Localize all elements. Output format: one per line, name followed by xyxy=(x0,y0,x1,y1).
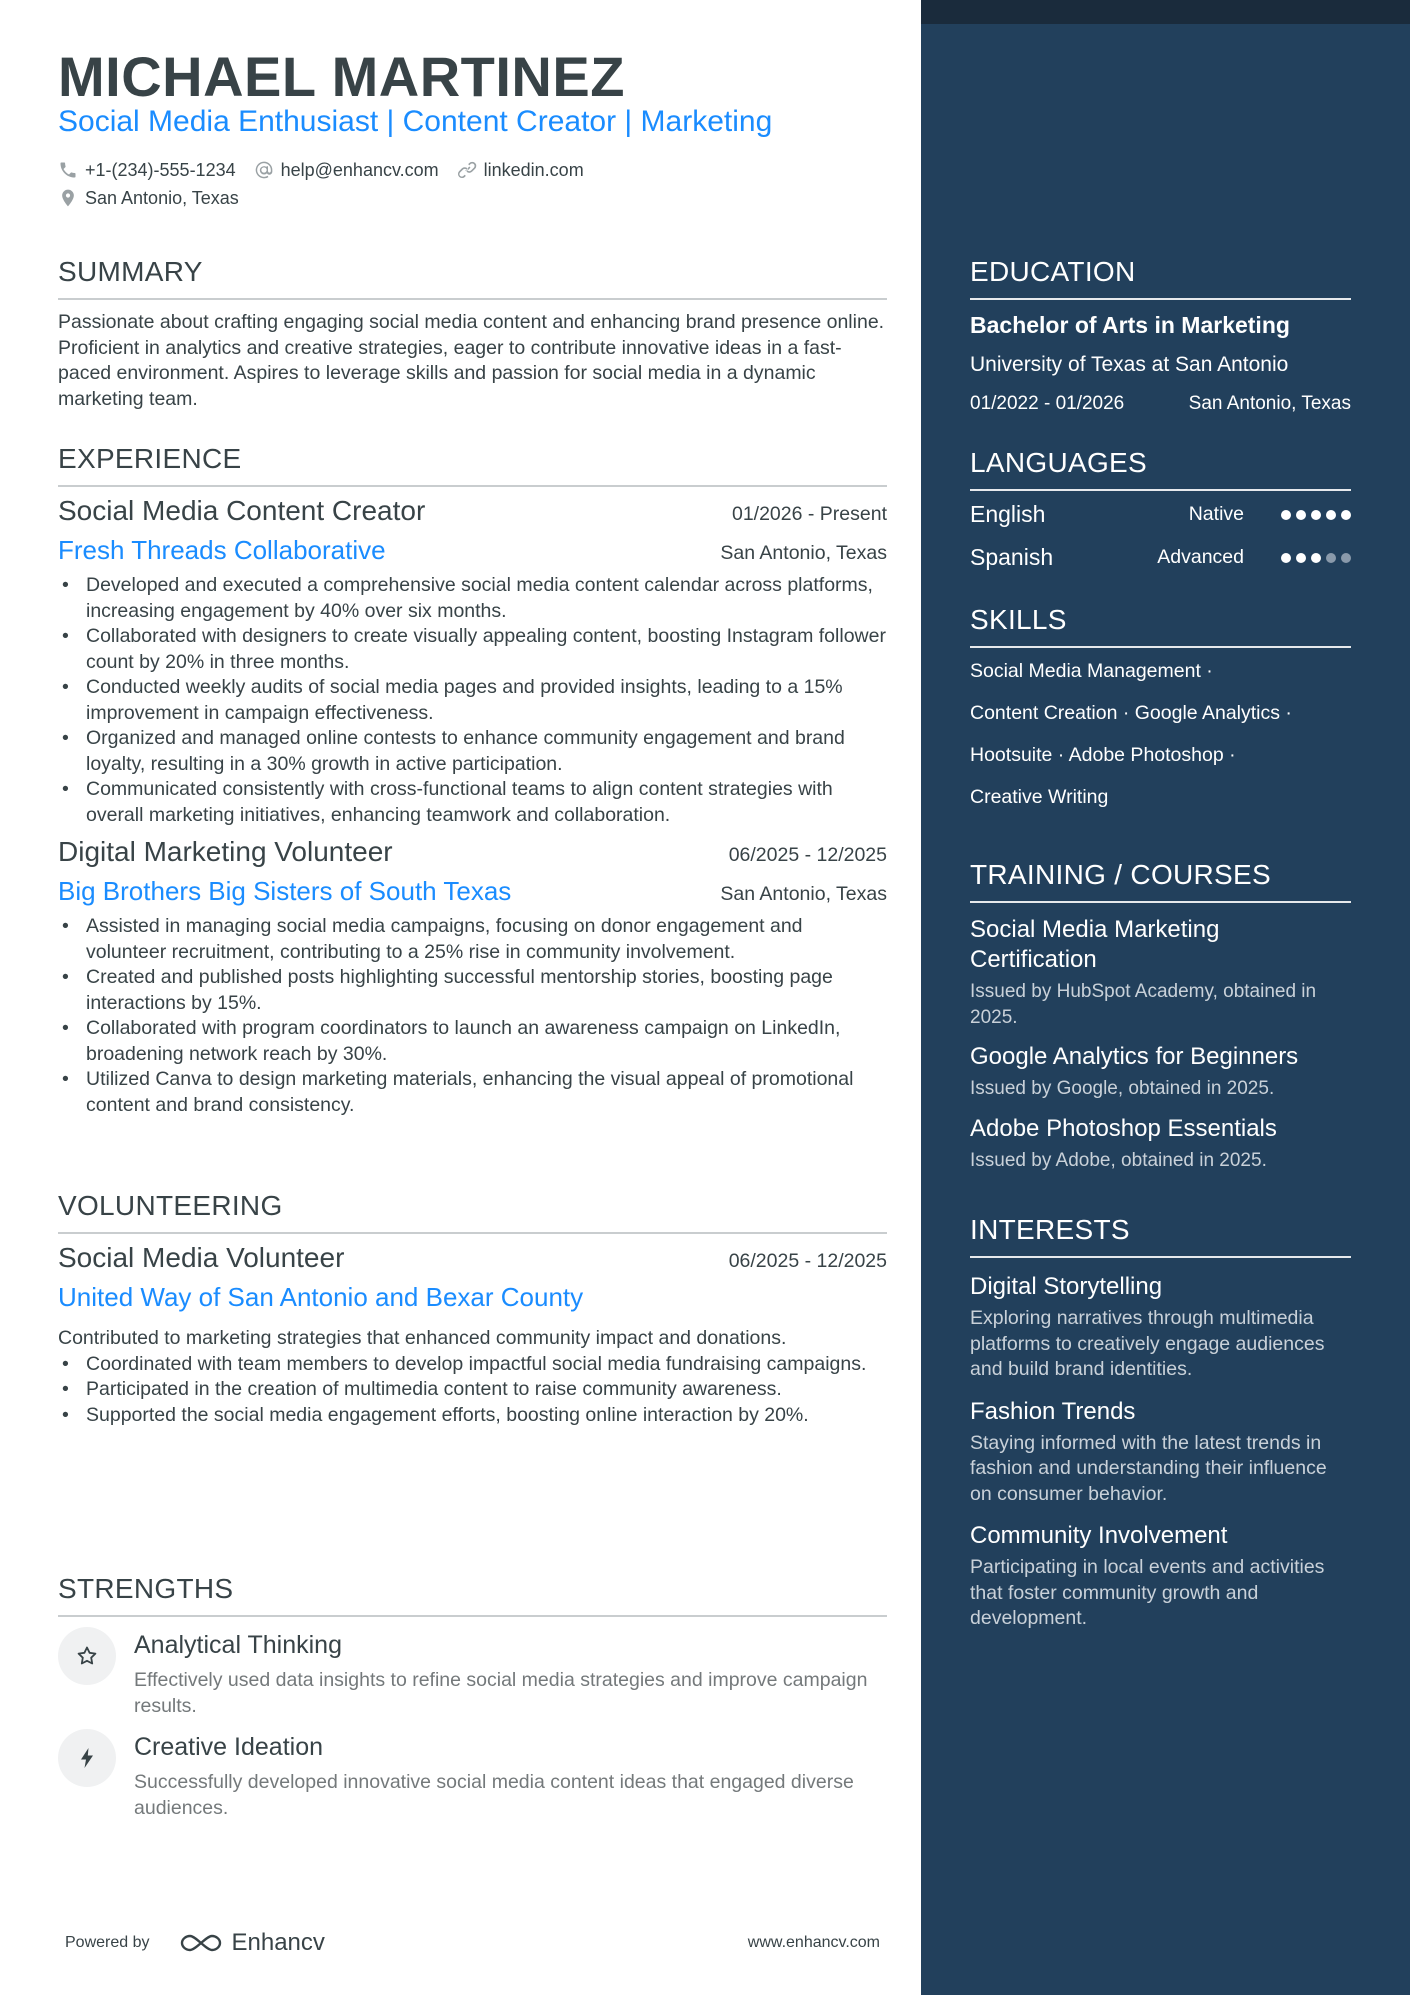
star-icon xyxy=(58,1627,116,1685)
language-level: Advanced xyxy=(1157,546,1244,568)
phone-icon xyxy=(58,160,78,180)
sidebar-top-bar xyxy=(921,0,1410,24)
bullet-item: • Collaborated with designers to create visually appealing content, boosting Instagram follower count by 20% in three months. xyxy=(58,624,887,675)
interest-title: Community Involvement xyxy=(970,1522,1228,1549)
course-item xyxy=(970,915,1351,1030)
strength-item xyxy=(58,1729,887,1821)
job-company[interactable]: Big Brothers Big Sisters of South Texas xyxy=(58,876,512,906)
languages-section xyxy=(970,447,1351,579)
interest-item xyxy=(970,1521,1351,1632)
skill-line: Content Creation · Google Analytics · xyxy=(970,702,1292,724)
language-rating xyxy=(1276,510,1351,520)
strengths-title: STRENGTHS xyxy=(58,1573,887,1617)
training-section xyxy=(970,859,1351,1173)
volunteer-entry xyxy=(58,1242,887,1428)
education-dates: 01/2022 - 01/2026 xyxy=(970,393,1125,414)
phone-text: +1-(234)-555-1234 xyxy=(85,159,236,180)
bullet-item: • Created and published posts highlighting successful mentorship stories, boosting page interactions by 15%. xyxy=(58,965,887,1016)
interest-item xyxy=(970,1397,1351,1508)
link-icon xyxy=(457,160,477,180)
course-desc: Issued by Google, obtained in 2025. xyxy=(970,1078,1275,1099)
job-location: San Antonio, Texas xyxy=(720,542,887,564)
language-name: English xyxy=(970,501,1046,527)
interest-desc: Staying informed with the latest trends in fashion and understanding their influence on consumer behavior. xyxy=(970,1431,1327,1505)
interest-desc: Exploring narratives through multimedia platforms to creatively engage audiences and build brand identities. xyxy=(970,1307,1325,1380)
job-location: San Antonio, Texas xyxy=(720,883,887,905)
summary-text: Passionate about crafting engaging social media content and enhancing brand presence online. Proficient in analytics and creative strategies, eager to contribute innovative ideas in a fast-paced environment. Aspires to leverage skills and passion for social media in a dynamic marketing team. xyxy=(58,311,885,410)
education-location: San Antonio, Texas xyxy=(1188,393,1351,414)
course-item xyxy=(970,1042,1351,1102)
bullet-item: • Supported the social media engagement efforts, boosting online interaction by 20%. xyxy=(58,1403,887,1429)
job-title: Social Media Content Creator xyxy=(58,495,426,526)
bullet-item: • Organized and managed online contests to enhance community engagement and brand loyalty, resulting in a 30% growth in active participation. xyxy=(58,726,887,777)
interest-title: Digital Storytelling xyxy=(970,1273,1163,1300)
location-pin-icon xyxy=(58,188,78,208)
bullet-item: • Participated in the creation of multimedia content to raise community awareness. xyxy=(58,1377,887,1403)
strength-desc: Successfully developed innovative social media content ideas that engaged diverse audiences. xyxy=(134,1771,854,1819)
strengths-section xyxy=(58,1573,887,1821)
bullet-item: • Developed and executed a comprehensive social media content calendar across platforms, increasing engagement by 40% over six months. xyxy=(58,573,887,624)
location-text: San Antonio, Texas xyxy=(85,187,239,208)
language-rating xyxy=(1276,553,1351,563)
strength-item xyxy=(58,1627,887,1719)
education-section xyxy=(970,256,1351,415)
rating-dot-filled xyxy=(1326,510,1336,520)
interest-desc: Participating in local events and activities that foster community growth and development. xyxy=(970,1556,1325,1629)
language-name: Spanish xyxy=(970,544,1054,570)
strength-title: Creative Ideation xyxy=(134,1733,324,1761)
linkedin-text: linkedin.com xyxy=(483,159,584,180)
training-title: TRAINING / COURSES xyxy=(970,859,1351,903)
experience-section xyxy=(58,443,887,1118)
job-date: 06/2025 - 12/2025 xyxy=(728,844,887,866)
language-item xyxy=(970,536,1351,579)
course-desc: Issued by Adobe, obtained in 2025. xyxy=(970,1149,1267,1171)
rating-dot-filled xyxy=(1296,510,1306,520)
rating-dot-empty xyxy=(1326,553,1336,563)
bullet-item: • Collaborated with program coordinators to launch an awareness campaign on LinkedIn, broadening network reach by 30%. xyxy=(58,1016,887,1067)
course-title: Google Analytics for Beginners xyxy=(970,1043,1299,1070)
brand-name: Enhancv xyxy=(231,1929,325,1956)
volunteer-role: Social Media Volunteer xyxy=(58,1242,345,1273)
job-title: Digital Marketing Volunteer xyxy=(58,836,393,867)
rating-dot-empty xyxy=(1341,553,1351,563)
skills-title: SKILLS xyxy=(970,604,1351,648)
education-degree: Bachelor of Arts in Marketing xyxy=(970,312,1290,338)
contact-linkedin[interactable] xyxy=(457,160,584,181)
interests-title: INTERESTS xyxy=(970,1214,1351,1258)
infinity-icon xyxy=(178,1931,224,1955)
contact-location xyxy=(58,188,239,209)
experience-title: EXPERIENCE xyxy=(58,443,887,487)
summary-section xyxy=(58,256,887,412)
volunteer-org[interactable]: United Way of San Antonio and Bexar County xyxy=(58,1282,584,1312)
course-title: Adobe Photoshop Essentials xyxy=(970,1114,1277,1142)
rating-dot-filled xyxy=(1311,553,1321,563)
bullet-item: • Communicated consistently with cross-functional teams to align content strategies with overall marketing initiatives, enhancing teamwork and collaboration. xyxy=(58,777,887,828)
summary-title: SUMMARY xyxy=(58,256,887,300)
skill-line: Hootsuite · Adobe Photoshop · xyxy=(970,744,1236,766)
powered-by-label: Powered by xyxy=(65,1934,150,1951)
rating-dot-filled xyxy=(1341,510,1351,520)
rating-dot-filled xyxy=(1311,510,1321,520)
contact-phone[interactable] xyxy=(58,160,236,181)
bullet-item: • Conducted weekly audits of social media pages and provided insights, leading to a 15% improvement in campaign effectiveness. xyxy=(58,675,887,726)
contact-info xyxy=(58,157,878,213)
job-entry xyxy=(58,836,887,1118)
course-title: Social Media Marketing Certification xyxy=(970,916,1220,973)
job-company[interactable]: Fresh Threads Collaborative xyxy=(58,535,386,565)
email-text: help@enhancv.com xyxy=(280,159,439,180)
languages-title: LANGUAGES xyxy=(970,447,1351,491)
interests-section xyxy=(970,1214,1351,1632)
rating-dot-filled xyxy=(1296,553,1306,563)
candidate-name: MICHAEL MARTINEZ xyxy=(58,45,625,108)
job-entry xyxy=(58,495,887,828)
volunteering-title: VOLUNTEERING xyxy=(58,1190,887,1234)
sidebar xyxy=(921,0,1410,1995)
enhancv-logo[interactable] xyxy=(178,1929,325,1957)
footer xyxy=(65,1925,880,1961)
volunteering-section xyxy=(58,1190,887,1428)
language-item xyxy=(970,493,1351,536)
skill-line: Creative Writing xyxy=(970,786,1109,808)
strength-title: Analytical Thinking xyxy=(134,1631,342,1659)
course-item xyxy=(970,1114,1351,1174)
lightning-icon xyxy=(58,1729,116,1787)
job-date: 01/2026 - Present xyxy=(731,503,887,525)
contact-email[interactable] xyxy=(254,160,439,181)
rating-dot-filled xyxy=(1281,510,1291,520)
rating-dot-filled xyxy=(1281,553,1291,563)
bullet-item: • Assisted in managing social media campaigns, focusing on donor engagement and volunteer recruitment, contributing to a 25% rise in community involvement. xyxy=(58,914,887,965)
website-url[interactable]: www.enhancv.com xyxy=(747,1934,880,1951)
job-bullets xyxy=(58,914,887,1118)
bullet-item: • Utilized Canva to design marketing materials, enhancing the visual appeal of promotional content and brand consistency. xyxy=(58,1067,887,1118)
strength-desc: Effectively used data insights to refine social media strategies and improve campaign results. xyxy=(134,1669,868,1717)
job-bullets xyxy=(58,573,887,828)
interest-item xyxy=(970,1272,1351,1383)
volunteer-date: 06/2025 - 12/2025 xyxy=(728,1250,887,1272)
skills-section xyxy=(970,604,1351,818)
language-level: Native xyxy=(1188,503,1244,525)
bullet-item: • Coordinated with team members to develop impactful social media fundraising campaigns. xyxy=(58,1352,887,1378)
course-desc: Issued by HubSpot Academy, obtained in 2025. xyxy=(970,981,1317,1028)
headline: Social Media Enthusiast | Content Creator | Marketing xyxy=(58,105,773,138)
education-title: EDUCATION xyxy=(970,256,1351,300)
skill-line: Social Media Management · xyxy=(970,660,1213,682)
education-school: University of Texas at San Antonio xyxy=(970,353,1289,376)
volunteer-bullets xyxy=(58,1352,887,1429)
interest-title: Fashion Trends xyxy=(970,1397,1136,1425)
at-icon xyxy=(254,160,274,180)
volunteer-description: Contributed to marketing strategies that enhanced community impact and donations. xyxy=(58,1327,787,1349)
